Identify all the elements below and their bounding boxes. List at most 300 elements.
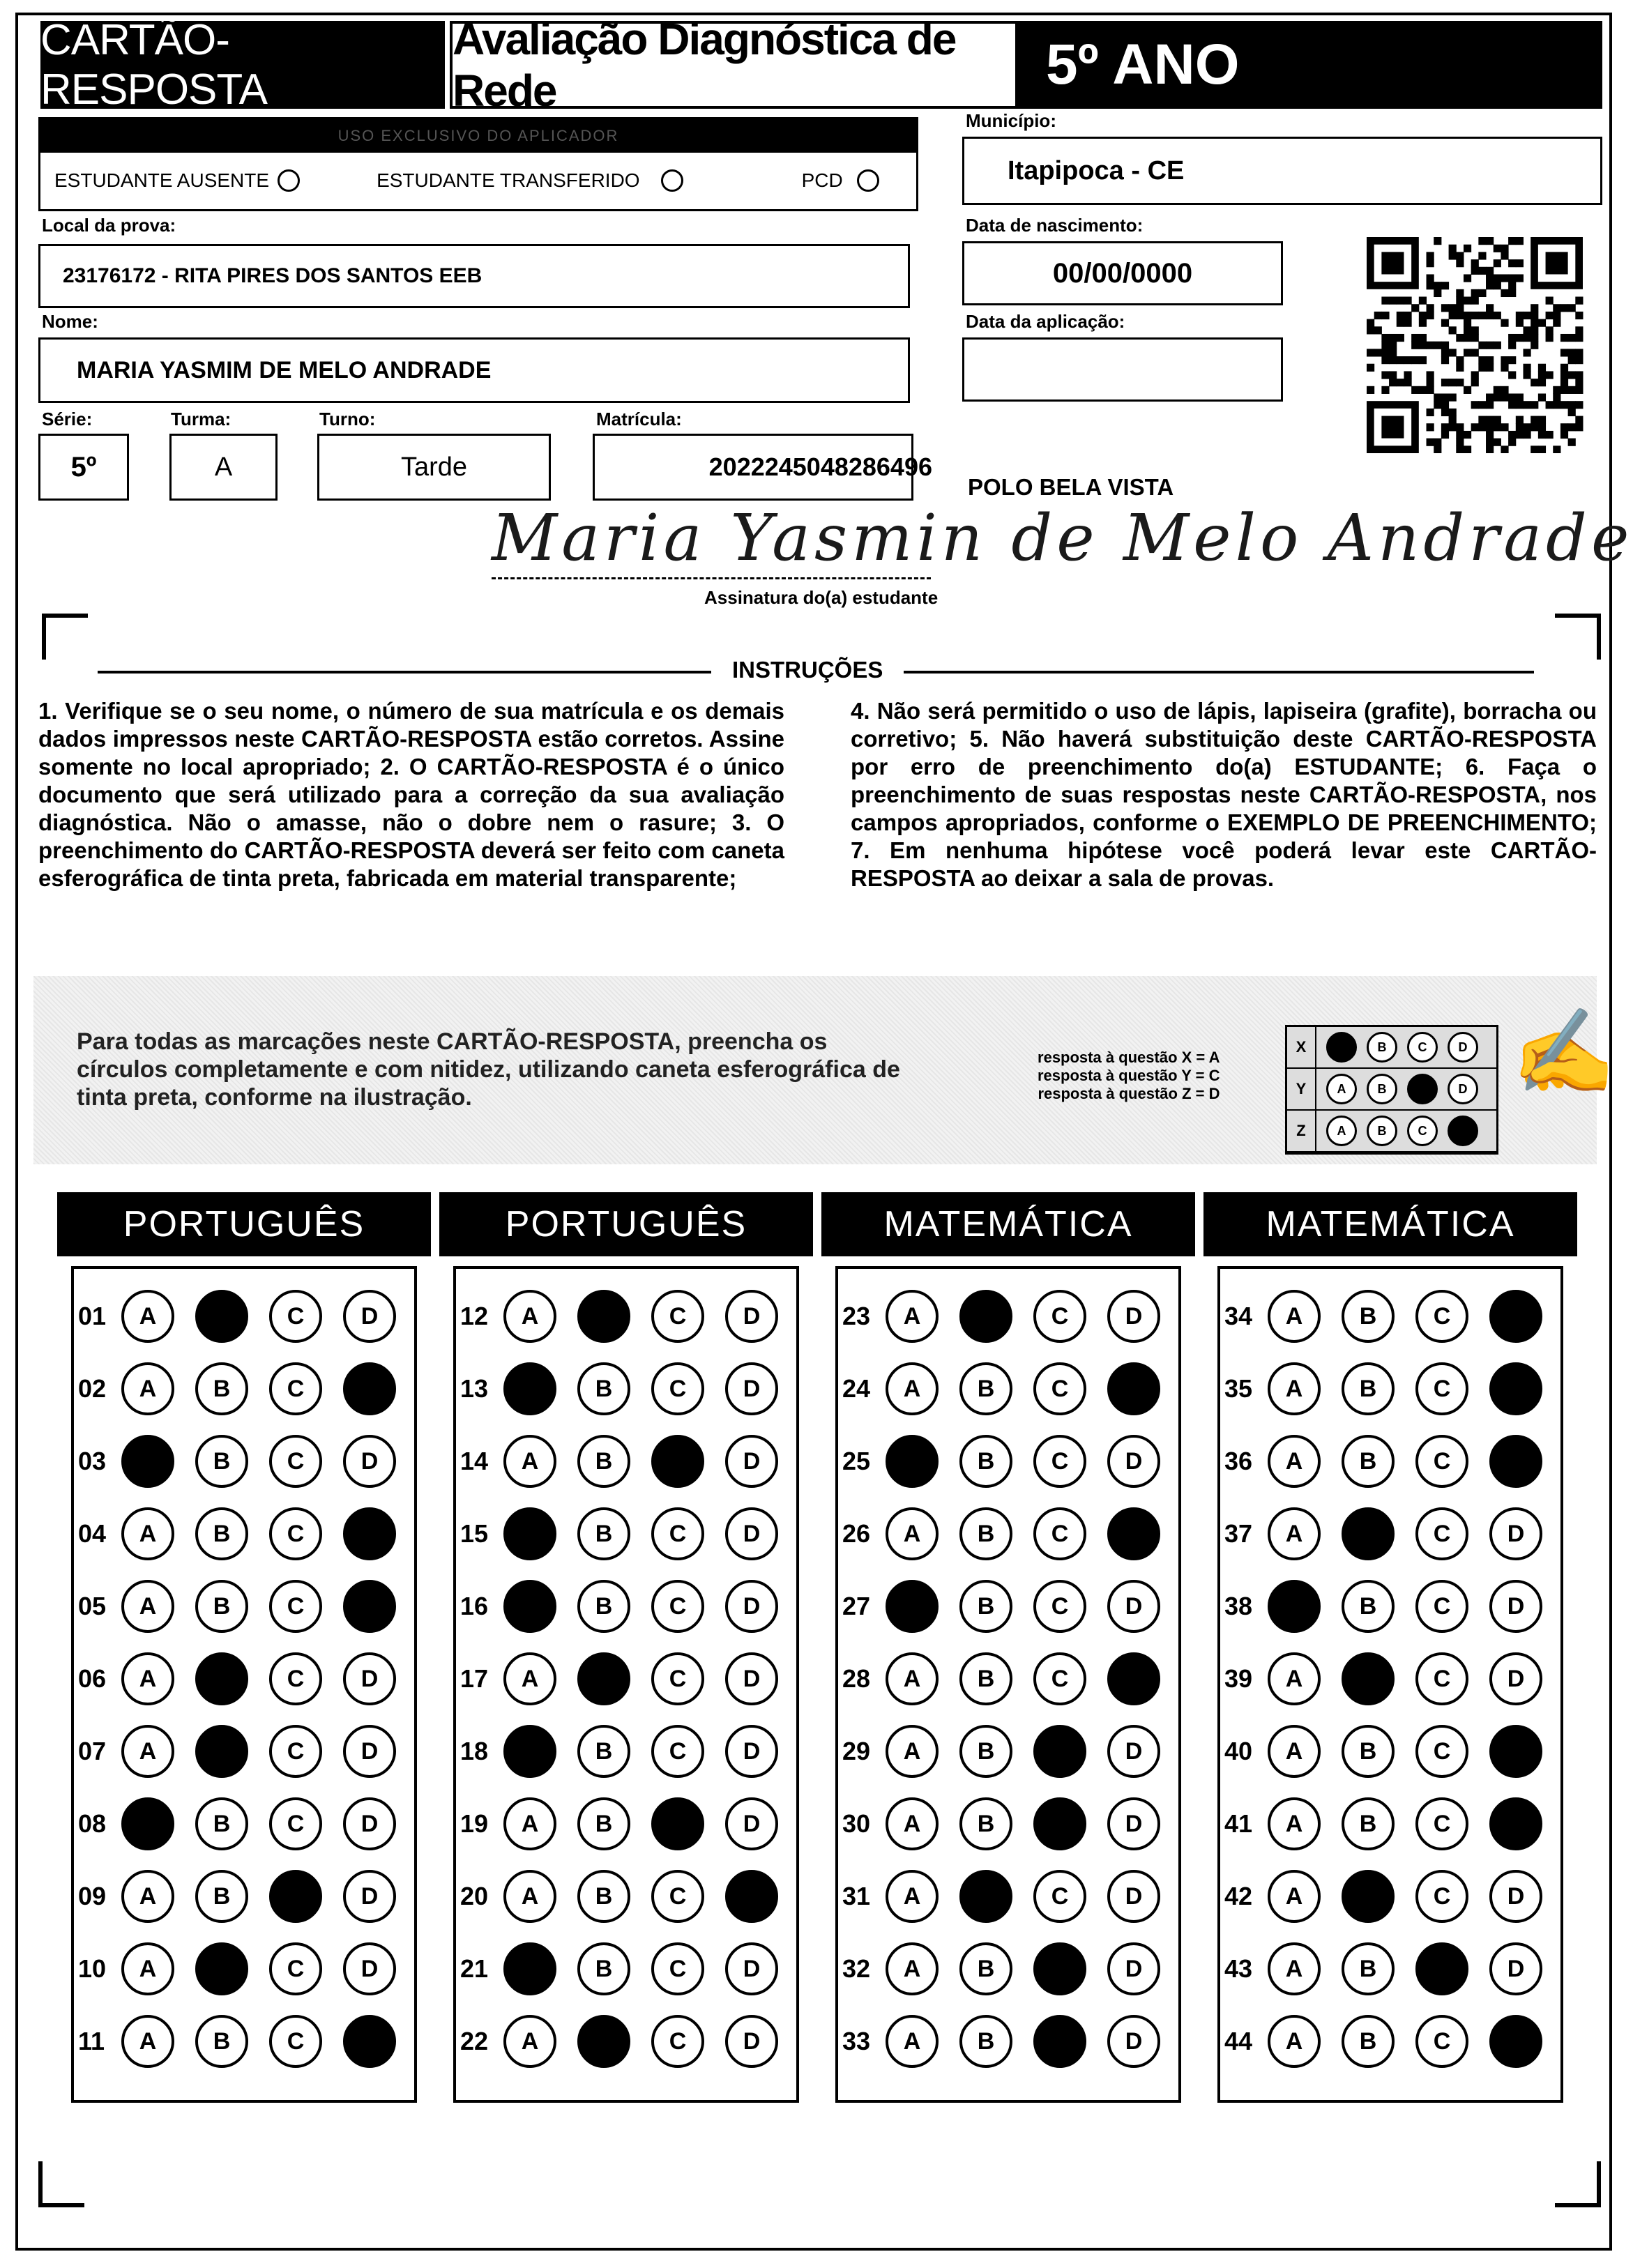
corner-top-left <box>42 614 88 660</box>
example-grid <box>1285 1025 1498 1155</box>
question-number: 33 <box>842 2027 871 2055</box>
answer-bubble-b[interactable]: B <box>577 1290 630 1343</box>
column-title: MATEMÁTICA <box>821 1192 1195 1256</box>
answer-bubble-b[interactable]: B <box>1342 1362 1395 1415</box>
answer-bubble-c[interactable]: C <box>1033 1290 1086 1343</box>
answer-bubble-b[interactable]: B <box>577 1942 630 1995</box>
question-number: 44 <box>1224 2027 1253 2055</box>
example-bubble-a: A <box>1326 1116 1357 1146</box>
answer-bubble-c[interactable]: C <box>269 1797 322 1850</box>
answer-bubble-c[interactable]: C <box>1415 1870 1468 1923</box>
answer-bubble-b[interactable]: B <box>577 1652 630 1705</box>
answer-bubble-d[interactable]: D <box>725 1580 778 1633</box>
answer-bubble-c[interactable]: C <box>1033 1942 1086 1995</box>
birth-box <box>962 241 1283 305</box>
question-number: 22 <box>460 2027 489 2055</box>
answer-bubble-c[interactable]: C <box>269 1942 322 1995</box>
answer-bubble-b[interactable]: B <box>959 1290 1012 1343</box>
answer-bubble-c[interactable]: C <box>1415 1797 1468 1850</box>
answer-bubble-d[interactable]: D <box>1489 1725 1542 1778</box>
answer-bubble-c[interactable]: C <box>651 1652 704 1705</box>
question-row <box>1224 1725 1563 1778</box>
answer-bubble-b[interactable]: B <box>577 1435 630 1488</box>
answer-bubble-a[interactable]: A <box>1268 1797 1321 1850</box>
question-row <box>460 2015 799 2068</box>
answer-bubble-d[interactable]: D <box>1107 1435 1160 1488</box>
answer-bubble-b[interactable]: B <box>1342 1652 1395 1705</box>
question-number: 32 <box>842 1954 871 1983</box>
legend-z: resposta à questão Z = D <box>1038 1085 1220 1102</box>
answer-bubble-d[interactable]: D <box>1489 1507 1542 1560</box>
answer-bubble-d[interactable]: D <box>725 1870 778 1923</box>
answer-bubble-a[interactable]: A <box>503 1290 556 1343</box>
column-title: PORTUGUÊS <box>439 1192 813 1256</box>
answer-bubble-c[interactable]: C <box>1033 2015 1086 2068</box>
question-number: 16 <box>460 1592 489 1620</box>
answer-bubble-b[interactable]: B <box>195 1797 248 1850</box>
question-number: 04 <box>78 1519 107 1548</box>
question-row <box>460 1942 799 1995</box>
answer-bubble-a[interactable]: A <box>886 1797 939 1850</box>
answer-bubble-b[interactable]: B <box>1342 1942 1395 1995</box>
answer-bubble-a[interactable]: A <box>503 1652 556 1705</box>
answer-bubble-b[interactable]: B <box>577 1362 630 1415</box>
answer-bubble-c[interactable]: C <box>1415 1290 1468 1343</box>
answer-bubble-d[interactable]: D <box>343 1870 396 1923</box>
answer-bubble-b[interactable]: B <box>959 1435 1012 1488</box>
answer-bubble-b[interactable]: B <box>959 1362 1012 1415</box>
question-row <box>460 1435 799 1488</box>
answer-bubble-c[interactable]: C <box>269 1580 322 1633</box>
question-row <box>460 1652 799 1705</box>
transferred-radio[interactable] <box>661 169 683 192</box>
answer-bubble-d[interactable]: D <box>725 1507 778 1560</box>
answer-bubble-c[interactable]: C <box>1415 2015 1468 2068</box>
answer-bubble-d[interactable]: D <box>343 1507 396 1560</box>
example-bubble-d: D <box>1448 1074 1478 1104</box>
answer-bubble-d[interactable]: D <box>1107 1942 1160 1995</box>
answer-bubble-a[interactable]: A <box>886 1507 939 1560</box>
example-row-label: Y <box>1287 1069 1316 1109</box>
example-bubble-b: B <box>1367 1074 1397 1104</box>
question-number: 06 <box>78 1664 107 1693</box>
answer-bubble-a[interactable]: A <box>503 1797 556 1850</box>
answer-bubble-d[interactable]: D <box>1489 1580 1542 1633</box>
answer-bubble-c[interactable]: C <box>1415 1435 1468 1488</box>
answer-bubble-d[interactable]: D <box>1107 1507 1160 1560</box>
question-row <box>78 1870 417 1923</box>
answer-bubble-b[interactable]: B <box>195 1725 248 1778</box>
answer-bubble-d[interactable]: D <box>343 1942 396 1995</box>
question-row <box>842 1797 1181 1850</box>
absent-radio[interactable] <box>278 169 300 192</box>
answer-bubble-c[interactable]: C <box>651 1580 704 1633</box>
answer-bubble-c[interactable]: C <box>269 2015 322 2068</box>
example-legend <box>1038 1049 1220 1103</box>
answer-bubble-c[interactable]: C <box>1033 1797 1086 1850</box>
answer-bubble-a[interactable]: A <box>1268 1652 1321 1705</box>
answer-bubble-d[interactable]: D <box>343 1652 396 1705</box>
answer-bubble-a[interactable]: A <box>1268 1580 1321 1633</box>
question-number: 21 <box>460 1954 489 1983</box>
local-label: Local da prova: <box>42 215 176 236</box>
answer-bubble-c[interactable]: C <box>269 1652 322 1705</box>
question-number: 34 <box>1224 1302 1253 1330</box>
card-title: CARTÃO-RESPOSTA <box>40 21 445 109</box>
answer-bubble-b[interactable]: B <box>1342 1435 1395 1488</box>
evaluation-title: Avaliação Diagnóstica de Rede <box>450 21 1018 109</box>
answer-bubble-d[interactable]: D <box>343 1362 396 1415</box>
fill-example-panel <box>33 976 1616 1164</box>
answer-bubble-d[interactable]: D <box>343 1580 396 1633</box>
question-row <box>842 1942 1181 1995</box>
answer-bubble-b[interactable]: B <box>195 1507 248 1560</box>
turno-label: Turno: <box>319 409 376 429</box>
answer-bubble-b[interactable]: B <box>195 1362 248 1415</box>
application-date-box[interactable] <box>962 337 1283 402</box>
answer-bubble-a[interactable]: A <box>1268 1362 1321 1415</box>
answer-bubble-d[interactable]: D <box>1107 1797 1160 1850</box>
answer-bubble-c[interactable]: C <box>1033 1652 1086 1705</box>
question-number: 28 <box>842 1664 871 1693</box>
applicator-band: USO EXCLUSIVO DO APLICADOR <box>40 119 916 153</box>
answer-bubble-a[interactable]: A <box>121 1942 174 1995</box>
answer-bubble-d[interactable]: D <box>343 1290 396 1343</box>
answer-bubble-b[interactable]: B <box>1342 1870 1395 1923</box>
answer-bubble-d[interactable]: D <box>1107 1580 1160 1633</box>
answer-bubble-d[interactable]: D <box>1489 1435 1542 1488</box>
serie-label: Série: <box>42 409 93 429</box>
question-row <box>460 1870 799 1923</box>
answer-bubble-a[interactable]: A <box>503 1870 556 1923</box>
birth-value: 00/00/0000 <box>1052 257 1193 289</box>
answer-bubble-c[interactable]: C <box>1415 1362 1468 1415</box>
answer-bubble-a[interactable]: A <box>886 2015 939 2068</box>
answer-bubble-c[interactable]: C <box>651 1725 704 1778</box>
answer-bubble-c[interactable]: C <box>1033 1362 1086 1415</box>
question-row <box>1224 1507 1563 1560</box>
answer-bubble-a[interactable]: A <box>1268 1870 1321 1923</box>
question-row <box>460 1362 799 1415</box>
question-number: 24 <box>842 1374 871 1403</box>
question-number: 20 <box>460 1882 489 1910</box>
question-row <box>78 2015 417 2068</box>
answer-bubble-d[interactable]: D <box>343 1797 396 1850</box>
answer-bubble-a[interactable]: A <box>503 1362 556 1415</box>
question-number: 37 <box>1224 1519 1253 1548</box>
question-row <box>842 1652 1181 1705</box>
answer-bubble-c[interactable]: C <box>269 1870 322 1923</box>
answer-bubble-c[interactable]: C <box>1415 1725 1468 1778</box>
question-row <box>842 1435 1181 1488</box>
applicator-box <box>38 117 918 211</box>
question-row <box>78 1507 417 1560</box>
answer-bubble-a[interactable]: A <box>886 1435 939 1488</box>
question-row <box>1224 1435 1563 1488</box>
answer-bubble-c[interactable]: C <box>651 1290 704 1343</box>
question-row <box>1224 1362 1563 1415</box>
answer-bubble-a[interactable]: A <box>503 2015 556 2068</box>
turma-box <box>169 434 278 501</box>
application-date-label: Data da aplicação: <box>966 311 1125 332</box>
turno-box <box>317 434 551 501</box>
answer-bubble-d[interactable]: D <box>1107 1362 1160 1415</box>
answer-bubble-b[interactable]: B <box>959 1507 1012 1560</box>
answer-bubble-c[interactable]: C <box>1033 1435 1086 1488</box>
name-label: Nome: <box>42 311 98 332</box>
answer-bubble-b[interactable]: B <box>1342 1797 1395 1850</box>
answer-bubble-a[interactable]: A <box>886 1870 939 1923</box>
answer-bubble-c[interactable]: C <box>651 1435 704 1488</box>
answer-bubble-b[interactable]: B <box>195 1870 248 1923</box>
answer-bubble-b[interactable]: B <box>577 1797 630 1850</box>
question-row <box>460 1290 799 1343</box>
answer-bubble-c[interactable]: C <box>651 1797 704 1850</box>
answer-bubble-a[interactable]: A <box>886 1580 939 1633</box>
question-number: 26 <box>842 1519 871 1548</box>
answer-bubble-b[interactable]: B <box>195 1290 248 1343</box>
answer-bubble-a[interactable]: A <box>121 1435 174 1488</box>
answer-bubble-d[interactable]: D <box>1489 1942 1542 1995</box>
answer-bubble-b[interactable]: B <box>1342 2015 1395 2068</box>
answer-bubble-a[interactable]: A <box>886 1290 939 1343</box>
question-number: 36 <box>1224 1447 1253 1475</box>
answer-bubble-d[interactable]: D <box>1107 1725 1160 1778</box>
answer-bubble-d[interactable]: D <box>1107 2015 1160 2068</box>
answer-bubble-c[interactable]: C <box>269 1725 322 1778</box>
answer-bubble-a[interactable]: A <box>121 1797 174 1850</box>
question-row <box>1224 1870 1563 1923</box>
question-number: 43 <box>1224 1954 1253 1983</box>
question-row <box>842 1507 1181 1560</box>
answer-bubble-b[interactable]: B <box>959 1942 1012 1995</box>
question-row <box>1224 1942 1563 1995</box>
answer-bubble-c[interactable]: C <box>1033 1870 1086 1923</box>
answer-bubble-b[interactable]: B <box>959 2015 1012 2068</box>
answer-bubble-d[interactable]: D <box>725 1435 778 1488</box>
example-row <box>1287 1069 1496 1111</box>
answer-bubble-d[interactable]: D <box>1489 1870 1542 1923</box>
question-number: 08 <box>78 1809 107 1838</box>
answer-bubble-c[interactable]: C <box>651 1870 704 1923</box>
example-bubble-a: A <box>1326 1074 1357 1104</box>
answer-bubble-d[interactable]: D <box>725 1725 778 1778</box>
answer-bubble-a[interactable]: A <box>121 1652 174 1705</box>
question-number: 10 <box>78 1954 107 1983</box>
answer-bubble-a[interactable]: A <box>886 1725 939 1778</box>
answer-bubble-c[interactable]: C <box>269 1507 322 1560</box>
answer-bubble-b[interactable]: B <box>959 1870 1012 1923</box>
answer-bubble-d[interactable]: D <box>1107 1870 1160 1923</box>
answer-bubble-a[interactable]: A <box>121 1290 174 1343</box>
answer-bubble-d[interactable]: D <box>1489 2015 1542 2068</box>
answer-bubble-b[interactable]: B <box>195 1652 248 1705</box>
answer-bubble-b[interactable]: B <box>577 1507 630 1560</box>
signature-line <box>492 577 931 579</box>
legend-x: resposta à questão X = A <box>1038 1049 1220 1066</box>
answer-bubble-d[interactable]: D <box>725 1942 778 1995</box>
question-row <box>460 1797 799 1850</box>
answer-bubble-c[interactable]: C <box>269 1362 322 1415</box>
answer-bubble-b[interactable]: B <box>577 2015 630 2068</box>
question-row <box>78 1725 417 1778</box>
question-row <box>1224 1580 1563 1633</box>
answer-bubble-a[interactable]: A <box>121 1580 174 1633</box>
answer-bubble-b[interactable]: B <box>1342 1725 1395 1778</box>
answer-bubble-a[interactable]: A <box>886 1362 939 1415</box>
birth-label: Data de nascimento: <box>966 215 1144 236</box>
answer-bubble-c[interactable]: C <box>651 2015 704 2068</box>
pcd-label: PCD <box>801 169 843 191</box>
question-number: 41 <box>1224 1809 1253 1838</box>
answer-bubble-c[interactable]: C <box>1415 1580 1468 1633</box>
question-number: 29 <box>842 1737 871 1765</box>
answer-bubble-c[interactable]: C <box>1415 1507 1468 1560</box>
answer-bubble-d[interactable]: D <box>1489 1362 1542 1415</box>
question-number: 19 <box>460 1809 489 1838</box>
question-number: 14 <box>460 1447 489 1475</box>
example-row-label: Z <box>1287 1111 1316 1151</box>
answer-bubble-b[interactable]: B <box>1342 1580 1395 1633</box>
question-number: 02 <box>78 1374 107 1403</box>
answer-bubble-b[interactable]: B <box>577 1870 630 1923</box>
answer-bubble-b[interactable]: B <box>1342 1290 1395 1343</box>
question-row <box>78 1362 417 1415</box>
question-number: 27 <box>842 1592 871 1620</box>
answer-bubble-b[interactable]: B <box>1342 1507 1395 1560</box>
example-bubble-b: B <box>1367 1032 1397 1063</box>
question-row <box>842 2015 1181 2068</box>
answer-bubble-c[interactable]: C <box>1415 1652 1468 1705</box>
question-number: 07 <box>78 1737 107 1765</box>
answer-bubble-b[interactable]: B <box>195 1942 248 1995</box>
answer-bubble-d[interactable]: D <box>725 2015 778 2068</box>
answer-bubble-d[interactable]: D <box>1489 1652 1542 1705</box>
local-box <box>38 244 910 308</box>
answer-bubble-a[interactable]: A <box>1268 1435 1321 1488</box>
column-title: MATEMÁTICA <box>1203 1192 1577 1256</box>
question-row <box>460 1580 799 1633</box>
instructions-right: 4. Não será permitido o uso de lápis, lapiseira (grafite), borracha ou corretivo; 5. Não haverá substituição deste CARTÃO-RESPOSTA por erro de preenchimento do(a) ESTUDANTE; 6. Faça o preenchimento de suas respostas neste CARTÃO-RESPOSTA, nos campos apropriados, conforme o EXEMPLO DE PREENCHIMENTO; 7. Em nenhuma hipótese você poderá levar este CARTÃO-RESPOSTA ao deixar a sala de provas. <box>851 698 1597 891</box>
question-row <box>842 1362 1181 1415</box>
answer-bubble-b[interactable]: B <box>959 1725 1012 1778</box>
question-number: 23 <box>842 1302 871 1330</box>
example-bubble-a: A <box>1326 1032 1357 1063</box>
transferred-label: ESTUDANTE TRANSFERIDO <box>377 169 640 191</box>
answer-bubble-b[interactable]: B <box>959 1580 1012 1633</box>
answer-bubble-d[interactable]: D <box>1107 1652 1160 1705</box>
answer-bubble-c[interactable]: C <box>651 1362 704 1415</box>
handwritten-signature: Maria Yasmin de Melo Andrade <box>492 501 1633 575</box>
answer-bubble-d[interactable]: D <box>343 1435 396 1488</box>
example-bubble-d: D <box>1448 1116 1478 1146</box>
answer-bubble-d[interactable]: D <box>1489 1797 1542 1850</box>
answer-bubble-c[interactable]: C <box>1033 1580 1086 1633</box>
question-number: 11 <box>78 2027 105 2055</box>
answer-bubble-b[interactable]: B <box>577 1725 630 1778</box>
answer-bubble-a[interactable]: A <box>886 1652 939 1705</box>
answer-bubble-a[interactable]: A <box>503 1942 556 1995</box>
answer-bubble-d[interactable]: D <box>725 1797 778 1850</box>
corner-bottom-left <box>38 2161 84 2207</box>
question-row <box>78 1435 417 1488</box>
answer-bubble-d[interactable]: D <box>1489 1290 1542 1343</box>
answer-bubble-b[interactable]: B <box>195 1435 248 1488</box>
answer-bubble-a[interactable]: A <box>1268 1507 1321 1560</box>
answer-bubble-a[interactable]: A <box>886 1942 939 1995</box>
answer-bubble-c[interactable]: C <box>1033 1725 1086 1778</box>
pcd-radio[interactable] <box>857 169 879 192</box>
answer-bubble-a[interactable]: A <box>121 1725 174 1778</box>
answer-bubble-a[interactable]: A <box>121 1870 174 1923</box>
answer-bubble-d[interactable]: D <box>1107 1290 1160 1343</box>
answer-bubble-c[interactable]: C <box>1415 1942 1468 1995</box>
municipio-box <box>962 137 1602 205</box>
question-row <box>78 1580 417 1633</box>
answer-bubble-c[interactable]: C <box>651 1507 704 1560</box>
answer-bubble-d[interactable]: D <box>725 1290 778 1343</box>
answer-bubble-a[interactable]: A <box>1268 1290 1321 1343</box>
question-row <box>460 1725 799 1778</box>
answer-bubble-a[interactable]: A <box>1268 2015 1321 2068</box>
answer-bubble-a[interactable]: A <box>121 1362 174 1415</box>
answer-bubble-a[interactable]: A <box>503 1435 556 1488</box>
question-number: 17 <box>460 1664 489 1693</box>
question-number: 12 <box>460 1302 489 1330</box>
answer-bubble-d[interactable]: D <box>725 1362 778 1415</box>
matricula-value: 2022245048286496 <box>708 452 932 481</box>
question-row <box>842 1290 1181 1343</box>
serie-value: 5º <box>70 451 97 482</box>
question-row <box>842 1870 1181 1923</box>
answer-bubble-b[interactable]: B <box>577 1580 630 1633</box>
answer-bubble-a[interactable]: A <box>503 1507 556 1560</box>
question-number: 09 <box>78 1882 107 1910</box>
answer-bubble-a[interactable]: A <box>1268 1942 1321 1995</box>
answer-bubble-b[interactable]: B <box>195 2015 248 2068</box>
serie-box <box>38 434 129 501</box>
answer-bubble-a[interactable]: A <box>1268 1725 1321 1778</box>
question-row <box>842 1725 1181 1778</box>
question-number: 15 <box>460 1519 489 1548</box>
municipio-label: Município: <box>966 110 1056 131</box>
instructions-left: 1. Verifique se o seu nome, o número de sua matrícula e os demais dados impressos neste CARTÃO-RESPOSTA estão corretos. Assine somente no local apropriado; 2. O CARTÃO-RESPOSTA é o único documento que será utilizado para a correção da sua avaliação diagnóstica. Não o amasse, não o dobre nem o rasure; 3. O preenchimento do CARTÃO-RESPOSTA deverá ser feito com caneta esferográfica de tinta preta, fabricada em material transparente; <box>38 698 784 891</box>
answer-bubble-a[interactable]: A <box>121 2015 174 2068</box>
answer-bubble-c[interactable]: C <box>269 1290 322 1343</box>
turma-label: Turma: <box>171 409 231 429</box>
answer-bubble-d[interactable]: D <box>343 1725 396 1778</box>
answer-bubble-c[interactable]: C <box>1033 1507 1086 1560</box>
answer-bubble-b[interactable]: B <box>959 1797 1012 1850</box>
answer-bubble-a[interactable]: A <box>503 1725 556 1778</box>
question-number: 18 <box>460 1737 489 1765</box>
answer-bubble-c[interactable]: C <box>269 1435 322 1488</box>
answer-bubble-d[interactable]: D <box>725 1652 778 1705</box>
name-value: MARIA YASMIM DE MELO ANDRADE <box>77 356 492 383</box>
answer-bubble-d[interactable]: D <box>343 2015 396 2068</box>
question-row <box>1224 2015 1563 2068</box>
answer-bubble-a[interactable]: A <box>503 1580 556 1633</box>
instructions-title: INSTRUÇÕES <box>711 657 904 683</box>
example-bubble-c: C <box>1407 1074 1438 1104</box>
example-text: Para todas as marcações neste CARTÃO-RESPOSTA, preencha os círculos completamente e com nitidez, utilizando caneta esferográfica de tinta preta, conforme na ilustração. <box>77 1028 900 1111</box>
answer-bubble-a[interactable]: A <box>121 1507 174 1560</box>
polo-label: POLO BELA VISTA <box>968 474 1174 500</box>
answer-bubble-b[interactable]: B <box>195 1580 248 1633</box>
answer-bubble-c[interactable]: C <box>651 1942 704 1995</box>
column-title: PORTUGUÊS <box>57 1192 431 1256</box>
answer-bubble-b[interactable]: B <box>959 1652 1012 1705</box>
